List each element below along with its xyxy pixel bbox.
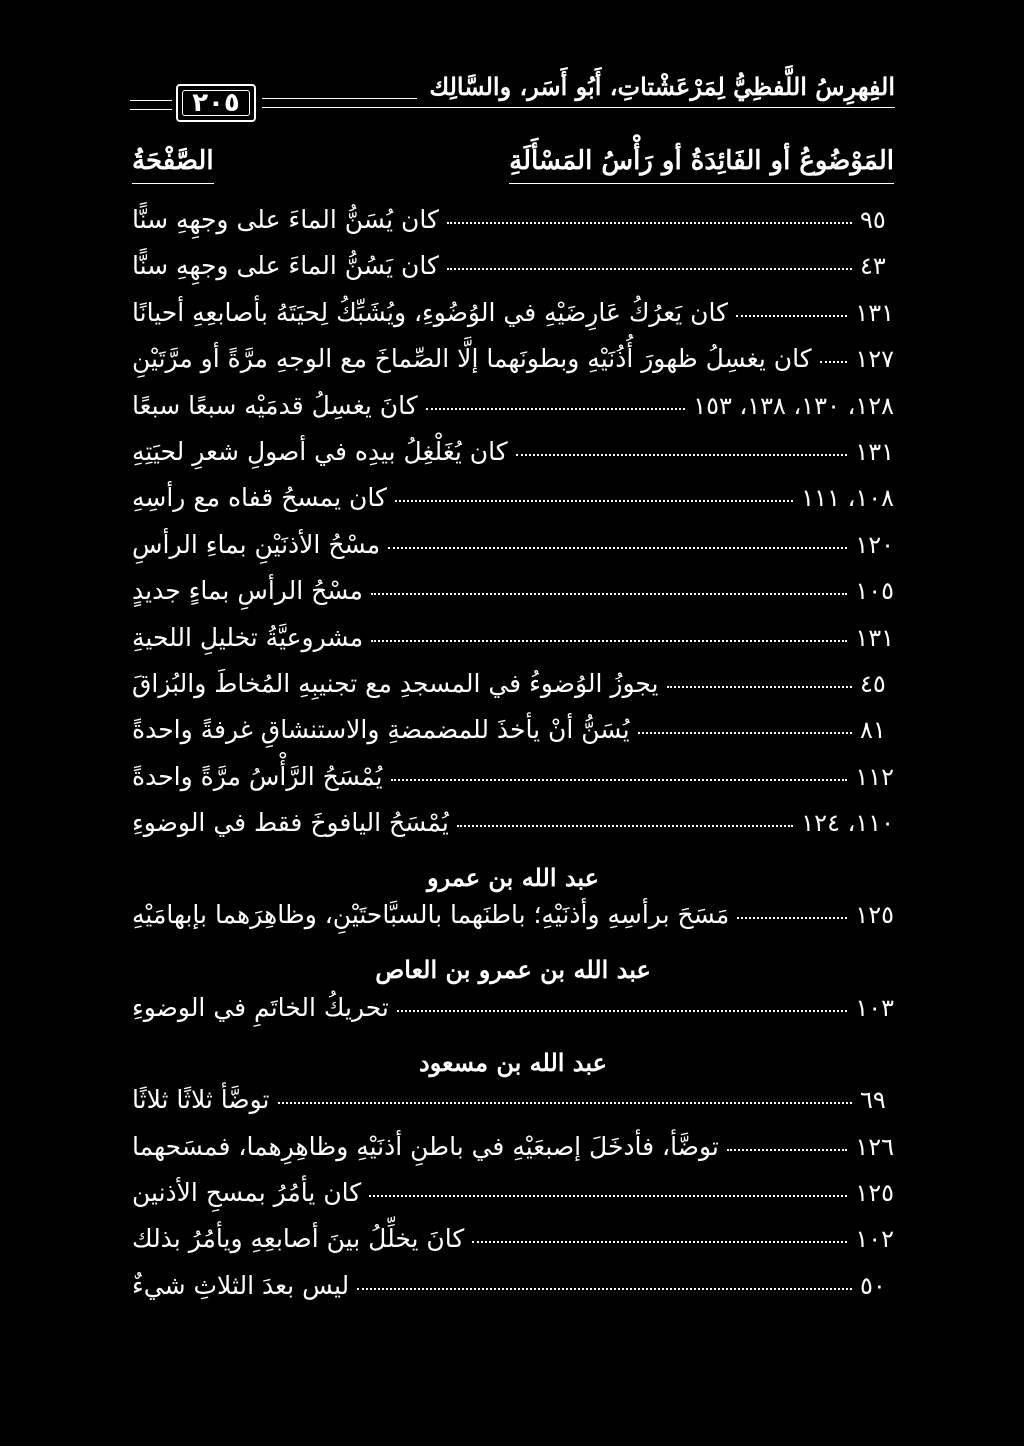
page-number-box: [176, 84, 256, 122]
entry-topic: يجوزُ الوُضوءُ في المسجدِ مع تجنيبِهِ المُخاطَ والبُزاقَ: [132, 668, 659, 698]
entry-topic: كان يَسُنُّ الماءَ على وجهِهِ سنًّا: [132, 251, 439, 281]
index-row: [132, 1178, 894, 1224]
entry-topic: كان يَعرُكُ عَارِضَيْهِ في الوُضُوءِ، ويُشَبِّكُ لِحيَتَهُ بأصابعِهِ أحيانًا: [132, 297, 729, 327]
dot-leader: [737, 916, 847, 919]
entry-topic: يُمْسَحُ الرَّأْسُ مرَّةً واحدةً: [132, 761, 383, 791]
index-row: [132, 715, 894, 761]
index-row: [132, 344, 894, 390]
entry-pages: ٥٠: [860, 1271, 886, 1300]
index-row: [132, 530, 894, 576]
entry-topic: مَسَحَ برأسِهِ وأذنَيْهِ؛ باطنَهما بالسبَّاحتَيْنِ، وظاهِرَهما بإبهامَيْهِ: [132, 900, 730, 930]
entry-pages: ١٣١: [855, 437, 894, 466]
entry-pages: ١٣١: [855, 623, 894, 652]
dot-leader: [357, 1287, 852, 1290]
entry-pages: ١٢٥: [855, 901, 894, 930]
dot-leader: [397, 1009, 847, 1012]
entry-pages: ١٢٧: [855, 345, 894, 374]
section-heading: عبد الله بن عمرو بن العاص: [375, 955, 651, 985]
entry-topic: يُسَنُّ أنْ يأخذَ للمضمضةِ والاستنشاقِ غرفةً واحدةً: [132, 715, 630, 745]
index-row: [132, 993, 894, 1039]
entry-topic: توضَّأ ثلاثًا ثلاثًا: [132, 1085, 270, 1115]
entry-pages: ١١٠، ١٢٤: [801, 809, 894, 838]
entry-topic: يُمْسَحُ اليافوخَ فقط في الوضوءِ: [132, 808, 449, 838]
index-row: [132, 391, 894, 437]
entry-pages: ١٢٠: [855, 530, 894, 559]
dot-leader: [457, 824, 793, 827]
index-row: [132, 205, 894, 251]
index-row: [132, 1132, 894, 1178]
dot-leader: [388, 546, 847, 549]
index-row: [132, 900, 894, 946]
dot-leader: [472, 1240, 847, 1243]
entry-pages: ٩٥: [860, 206, 886, 234]
entry-topic: كان يُسَنُّ الماءَ على وجهِهِ سنًّا: [132, 205, 439, 234]
entry-topic: مشروعيَّةُ تخليلِ اللحيةِ: [132, 622, 364, 652]
header-rule-left: [130, 100, 172, 110]
index-row: [132, 623, 894, 669]
entry-pages: ١١٢: [855, 762, 894, 791]
dot-leader: [516, 453, 848, 456]
entry-topic: كان يأمُرُ بمسحِ الأذنين: [132, 1178, 362, 1208]
entry-pages: ١٠٨، ١١١: [801, 484, 894, 513]
dot-leader: [638, 731, 852, 734]
column-header-page: الصَّفْحَةُ: [132, 146, 214, 176]
entry-topic: ليس بعدَ الثلاثِ شيءٌ: [132, 1270, 350, 1300]
index-row: [132, 251, 894, 297]
entry-topic: تحريكُ الخاتَمِ في الوضوءِ: [132, 992, 389, 1022]
entry-topic: توضَّأ، فأدخَلَ إصبعَيْهِ في باطنِ أذنَيْهِ وظاهِرِهما، فمسَحهما: [132, 1131, 719, 1161]
entry-pages: ٨١: [860, 716, 886, 745]
entry-pages: ١٢٦: [855, 1132, 894, 1161]
entry-pages: ٦٩: [860, 1086, 886, 1115]
entry-topic: كان يمسحُ قفاه مع رأسِهِ: [132, 483, 387, 513]
entry-topic: مسْحُ الأذنَيْنِ بماءِ الرأسِ: [132, 529, 381, 559]
entry-pages: ١٠٢: [855, 1225, 894, 1254]
column-header-topic: المَوْضُوعُ أو الفَائِدَةُ أو رَأْسُ المَسْأَلَةِ: [509, 146, 894, 176]
section-heading: عبد الله بن عمرو: [427, 862, 599, 892]
page-number: ٢٠٥: [192, 88, 240, 118]
index-row: [132, 576, 894, 622]
index-row: [132, 1224, 894, 1270]
index-row: [132, 669, 894, 715]
dot-leader: [447, 221, 852, 224]
dot-leader: [278, 1101, 852, 1104]
index-row: [132, 298, 894, 344]
entry-topic: كان يغسِلُ ظهورَ أُذُنَيْهِ وبطونَهما إلَّا الصِّماخَ مع الوجهِ مرَّةً أو مرَّتَيْنِ: [132, 344, 812, 374]
index-row: [132, 762, 894, 808]
section-heading: عبد الله بن مسعود: [419, 1047, 607, 1077]
dot-leader: [426, 407, 686, 410]
entry-topic: كانَ يخلِّلُ بينَ أصابعِهِ ويأمُرُ بذلك: [132, 1224, 465, 1254]
dot-leader: [391, 778, 848, 781]
entry-pages: ١٠٥: [855, 577, 894, 606]
index-row: [132, 1271, 894, 1317]
index-row: [132, 437, 894, 483]
dot-leader: [820, 360, 848, 363]
index-row: [132, 1085, 894, 1131]
entry-pages: ١٠٣: [855, 993, 894, 1022]
entry-topic: كانَ يغسِلُ قدمَيْه سبعًا سبعًا: [132, 390, 418, 420]
page-header: [130, 72, 895, 130]
index-row: [132, 483, 894, 529]
dot-leader: [371, 592, 847, 595]
entry-pages: ١٢٥: [855, 1179, 894, 1208]
entry-pages: ٤٥: [860, 669, 886, 698]
index-entries: [132, 205, 894, 1317]
dot-leader: [369, 1194, 847, 1197]
series-title: الفِهرِسُ اللَّفظِيُّ لِمَرْعَشْتاتِ، أَبُو أَسَر، والسَّالِك: [417, 72, 895, 101]
entry-topic: مسْحُ الرأسِ بماءٍ جديدٍ: [132, 576, 363, 606]
dot-leader: [371, 639, 847, 642]
dot-leader: [736, 314, 847, 317]
entry-pages: ٤٣: [860, 252, 886, 281]
index-row: [132, 808, 894, 854]
entry-pages: ١٣١: [855, 298, 894, 327]
dot-leader: [727, 1148, 847, 1151]
entry-pages: ١٢٨، ١٣٠، ١٣٨، ١٥٣: [693, 391, 894, 420]
dot-leader: [395, 499, 793, 502]
dot-leader: [667, 685, 853, 688]
dot-leader: [447, 267, 852, 270]
entry-topic: كان يُغَلْغِلُ بيدِه في أصولِ شعرِ لحيَتِهِ: [132, 436, 508, 466]
